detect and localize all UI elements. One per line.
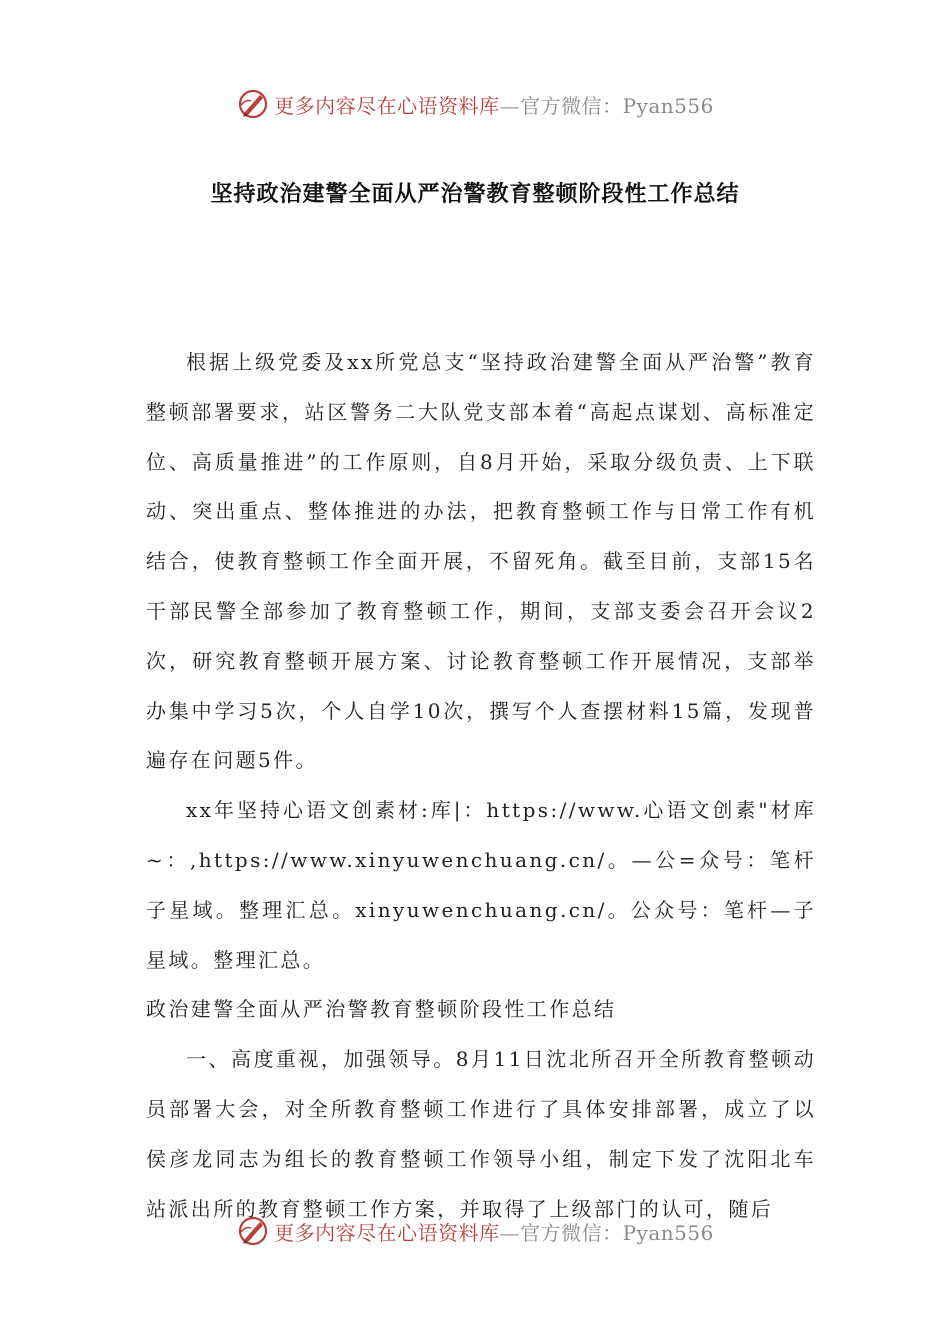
paragraph: 一、高度重视，加强领导。8月11日沈北所召开全所教育整顿动员部署大会，对全所教育整顿工作进行了具体安排部署，成立了以侯彦龙同志为组长的教育整顿工作领导小组，制定下发了沈阳北车站派出所的教育整顿工作方案，并取得了上级部门的认可，随后 [146,1047,816,1221]
banner-site-name: 更多内容尽在心语资料库 [274,1220,500,1245]
pen-logo-icon [236,1214,270,1248]
footer-banner [0,1209,950,1253]
banner-text [274,1217,714,1246]
paragraph: 政治建警全面从严治警教育整顿阶段性工作总结 [146,997,617,1022]
banner-wechat: 官方微信：Pyan556 [520,1220,714,1245]
banner-separator: — [499,93,521,118]
banner-text [274,90,714,119]
pen-logo-icon [236,87,270,121]
header-banner [0,82,950,126]
document-body [146,338,816,1234]
banner-site-name: 更多内容尽在心语资料库 [274,93,500,118]
paragraph: 根据上级党委及xx所党总支“坚持政治建警全面从严治警”教育整顿部署要求，站区警务二大队党支部本着“高起点谋划、高标准定位、高质量推进”的工作原则，自8月开始，采取分级负责、上下联动、突出重点、整体推进的办法，把教育整顿工作与日常工作有机结合，使教育整顿工作全面开展，不留死角。截至目前，支部15名干部民警全部参加了教育整顿工作，期间，支部支委会召开会议2次，研究教育整顿开展方案、讨论教育整顿工作开展情况，支部举办集中学习5次，个人自学10次，撰写个人查摆材料15篇，发现普遍存在问题5件。 [146,350,816,773]
document-title: 坚持政治建警全面从严治警教育整顿阶段性工作总结 [210,182,740,207]
paragraph: xx年坚持心语文创素材:库|：https://www.心语文创素"材库~：,https://www.xinyuwenchuang.cn/。—公=众号：笔杆子星域。整理汇总。xinyuwenchuang.cn/。公众号：笔杆—子星域。整理汇总。 [146,798,816,972]
banner-wechat: 官方微信：Pyan556 [520,93,714,118]
banner-separator: — [499,1220,521,1245]
